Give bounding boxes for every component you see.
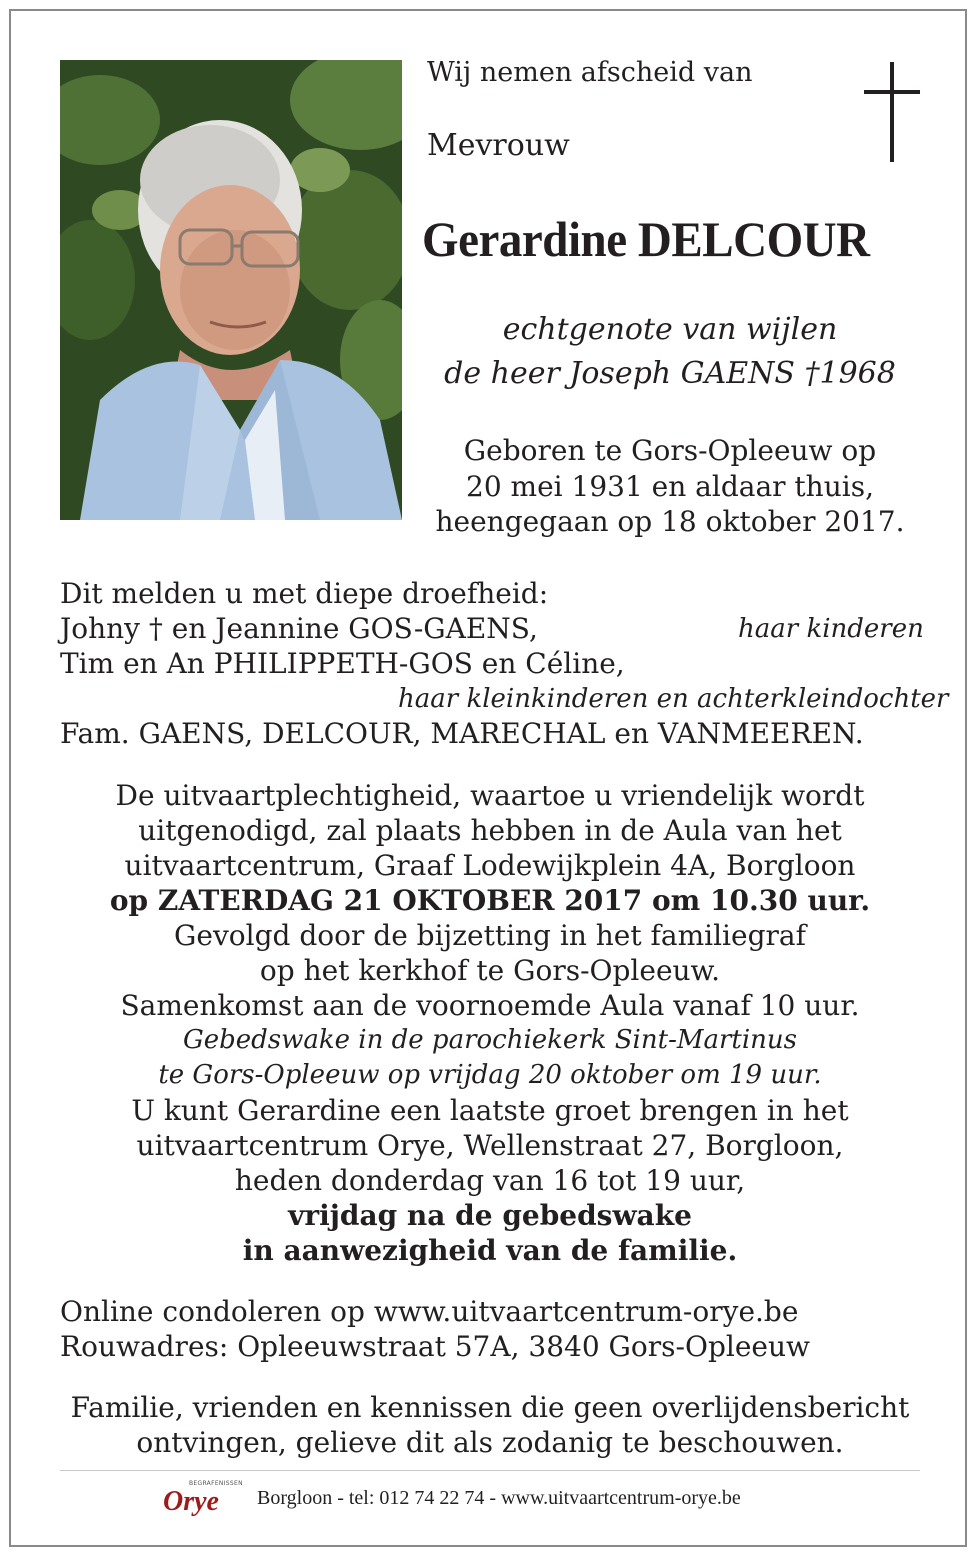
family-intro: Dit melden u met diepe droefheid: <box>60 577 549 610</box>
logo-brand: Orye <box>163 1486 219 1517</box>
spouse-line-2: de heer Joseph GAENS †1968 <box>444 356 896 391</box>
notice-line-2: ontvingen, gelieve dit als zodanig te beschouwen. <box>136 1426 844 1459</box>
children-role: haar kinderen <box>738 614 924 644</box>
birth-line-3: heengegaan op 18 oktober 2017. <box>435 505 905 538</box>
spouse-line-1: echtgenote van wijlen <box>502 312 838 347</box>
cross-icon <box>864 62 920 162</box>
grandchildren-role: haar kleinkinderen en achterkleindochter <box>398 684 949 714</box>
footer-contact: Borgloon - tel: 012 74 22 74 - www.uitvaartcentrum-orye.be <box>257 1487 741 1509</box>
mourning-address: Rouwadres: Opleeuwstraat 57A, 3840 Gors-Opleeuw <box>60 1330 810 1363</box>
ceremony-line-6: op het kerkhof te Gors-Opleeuw. <box>259 954 721 987</box>
birth-line-1: Geboren te Gors-Opleeuw op <box>463 434 877 467</box>
logo-subtitle: BEGRAFENISSEN <box>189 1480 243 1487</box>
ceremony-line-2: uitgenodigd, zal plaats hebben in de Aula van het <box>138 814 842 847</box>
ceremony-date: op ZATERDAG 21 OKTOBER 2017 om 10.30 uur. <box>109 884 871 917</box>
intro-text: Wij nemen afscheid van <box>427 57 753 88</box>
visit-line-2: uitvaartcentrum Orye, Wellenstraat 27, Borgloon, <box>136 1129 844 1162</box>
extended-family: Fam. GAENS, DELCOUR, MARECHAL en VANMEEREN. <box>60 717 864 750</box>
ceremony-line-7: Samenkomst aan de voornoemde Aula vanaf 10 uur. <box>120 989 860 1022</box>
visit-line-3: heden donderdag van 16 tot 19 uur, <box>234 1164 746 1197</box>
online-condolences: Online condoleren op www.uitvaartcentrum-orye.be <box>60 1295 799 1328</box>
ceremony-line-1: De uitvaartplechtigheid, waartoe u vriendelijk wordt <box>115 779 865 812</box>
visit-line-1: U kunt Gerardine een laatste groet brengen in het <box>131 1094 849 1127</box>
visit-line-4: vrijdag na de gebedswake <box>288 1199 692 1232</box>
visit-line-5: in aanwezigheid van de familie. <box>242 1234 738 1267</box>
vigil-line-2: te Gors-Opleeuw op vrijdag 20 oktober om 19 uur. <box>158 1060 822 1090</box>
children-names: Johny † en Jeannine GOS-GAENS, <box>60 612 538 645</box>
deceased-name: Gerardine DELCOUR <box>422 211 870 267</box>
notice-line-1: Familie, vrienden en kennissen die geen overlijdensbericht <box>70 1391 910 1424</box>
orye-logo <box>163 1480 243 1520</box>
footer-divider <box>60 1470 920 1471</box>
vigil-line-1: Gebedswake in de parochiekerk Sint-Martinus <box>182 1025 798 1055</box>
honorific: Mevrouw <box>427 128 570 163</box>
birth-line-2: 20 mei 1931 en aldaar thuis, <box>466 470 874 503</box>
ceremony-line-3: uitvaartcentrum, Graaf Lodewijkplein 4A, Borgloon <box>124 849 856 882</box>
grandchildren-names: Tim en An PHILIPPETH-GOS en Céline, <box>60 647 625 680</box>
portrait-illustration <box>60 60 402 520</box>
portrait-photo <box>60 60 402 520</box>
ceremony-line-5: Gevolgd door de bijzetting in het familiegraf <box>174 919 806 952</box>
